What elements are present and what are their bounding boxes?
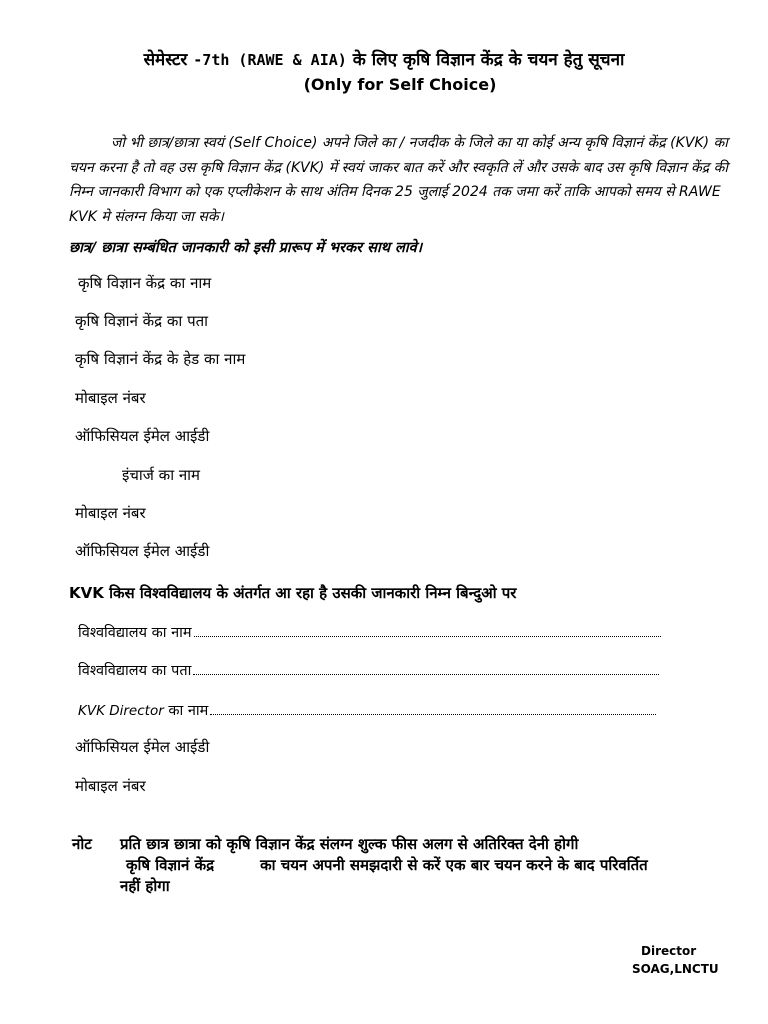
- dotted-fill-line: [210, 702, 656, 715]
- student-info-heading: छात्र/ छात्रा सम्बंधित जानकारी को इसी प्रारूप में भरकर साथ लावे।: [69, 240, 423, 256]
- field-head-mobile: मोबाइल नंबर: [75, 389, 146, 407]
- field-incharge-email: ऑफिसियल ईमेल आईडी: [75, 542, 210, 560]
- dotted-fill-line: [193, 662, 659, 675]
- field-kvk-director-label: का नाम: [163, 703, 209, 719]
- note-line-final: नहीं होगा: [120, 877, 170, 895]
- document-subtitle: (Only for Self Choice): [303, 75, 497, 94]
- note-line-selection: [126, 855, 648, 875]
- field-kvk-director-name: [78, 700, 656, 720]
- dotted-fill-line: [194, 624, 661, 637]
- field-incharge-mobile: मोबाइल नंबर: [75, 504, 146, 522]
- university-info-heading: KVK किस विश्वविद्यालय के अंतर्गत आ रहा है उसकी जानकारी निम्न बिन्दुओ पर: [69, 584, 517, 602]
- field-university-address-label: विश्वविद्यालय का पता: [78, 663, 192, 679]
- signature-org: SOAG,LNCTU: [632, 962, 719, 976]
- note-line-fee: प्रति छात्र छात्रा को कृषि विज्ञान केंद्र संलग्न शुल्क फीस अलग से अतिरिक्त देनी होगी: [120, 835, 579, 853]
- field-kvk-head-name: कृषि विज्ञानं केंद्र के हेड का नाम: [75, 350, 246, 368]
- field-kvk-address: कृषि विज्ञानं केंद्र का पता: [75, 312, 209, 330]
- document-title: [0, 47, 768, 70]
- signature-title: Director: [641, 944, 697, 958]
- field-university-name: [78, 622, 661, 642]
- note-line-selection-part1: कृषि विज्ञानं केंद्र: [126, 856, 215, 874]
- title-semester: सेमेस्टर: [143, 50, 188, 70]
- note-label: नोट: [72, 835, 92, 853]
- field-head-email: ऑफिसियल ईमेल आईडी: [75, 427, 210, 445]
- field-university-email: ऑफिसियल ईमेल आईडी: [75, 738, 210, 756]
- field-kvk-name: कृषि विज्ञान केंद्र का नाम: [78, 274, 212, 292]
- field-kvk-director-label-italic: KVK Director: [78, 703, 164, 719]
- note-line-selection-part2: का चयन अपनी समझदारी से करें एक बार चयन करने के बाद परिवर्तित: [260, 856, 648, 874]
- field-incharge-name: इंचार्ज का नाम: [122, 466, 201, 484]
- field-university-mobile: मोबाइल नंबर: [75, 777, 146, 795]
- intro-text: जो भी छात्र/छात्रा स्वयं (Self Choice) अपने जिले का / नजदीक के जिले का या कोई अन्य कृषि विज्ञानं केंद्र (KVK) का चयन करना है तो वह उस कृषि विज्ञान केंद्र (KVK) में स्वयं जाकर बात करें और स्वकृति लें और उसके बाद उस कृषि विज्ञान केंद्र की निम्न जानकारी विभाग को एक एप्लीकेशन के साथ अंतिम दिनक 25 जुलाई 2024 तक जमा करें ताकि आपको समय से RAWE KVK मे संलग्न किया जा सके।: [69, 135, 728, 225]
- title-course-code: -7th (RAWE & AIA): [193, 51, 347, 69]
- field-university-name-label: विश्वविद्यालय का नाम: [78, 625, 192, 641]
- title-text: के लिए कृषि विज्ञान केंद्र के चयन हेतु सूचना: [352, 50, 625, 70]
- intro-paragraph: [69, 131, 729, 229]
- field-university-address: [78, 660, 659, 680]
